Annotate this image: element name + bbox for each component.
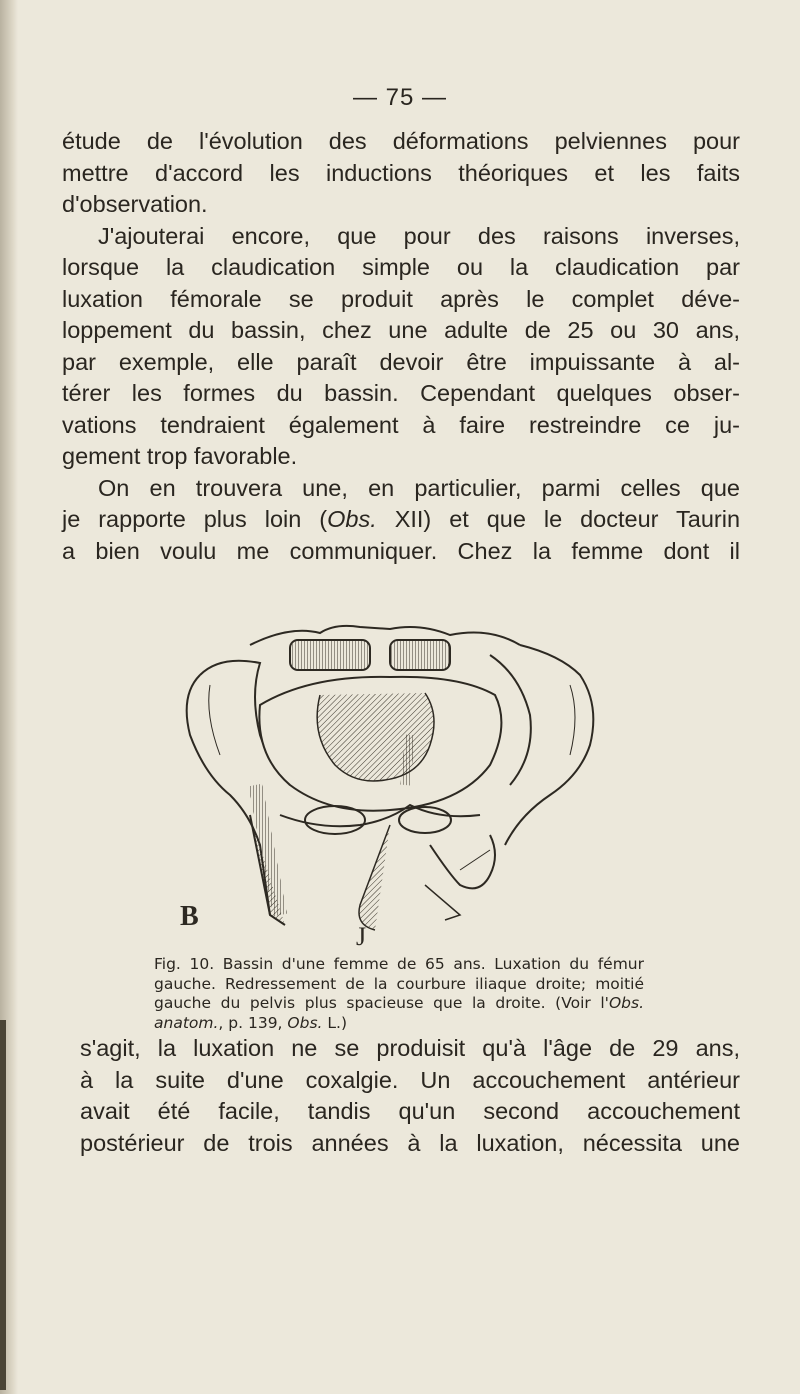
text-line: On en trouvera une, en particulier, parmi celles que <box>98 474 740 501</box>
text-line: étude de l'évolution des déformations pelviennes pour <box>62 128 740 154</box>
text-line: je rapporte plus loin (Obs. XII) et que le docteur Taurin <box>62 506 741 532</box>
caption-text-2: , p. 139, <box>218 1013 288 1032</box>
text-line: s'agit, la luxation ne se produisit qu'à l'âge de 29 ans, <box>80 1035 740 1061</box>
caption-text-1: Bassin d'une femme de 65 ans. Luxation du fémur gauche. Redressement de la courbure iliaque droite; moitié gauche du pelvis plus spacieuse que la droite. (Voir l' <box>154 955 644 1012</box>
page-number: — 75 — <box>352 84 448 111</box>
text-line: vations tendraient également à faire restreindre ce ju- <box>62 411 740 438</box>
text-line: mettre d'accord les inductions théoriques et les faits <box>62 159 740 186</box>
caption-text-3: L.) <box>322 1013 348 1032</box>
text-line: luxation fémorale se produit après le complet déve- <box>62 285 740 312</box>
figure-caption <box>154 955 644 1033</box>
caption-fig-number: Fig. 10. <box>154 955 215 973</box>
page-binding-edge <box>0 1020 6 1390</box>
text-line: à la suite d'une coxalgie. Un accouchement antérieur <box>80 1066 740 1093</box>
text-line: gement trop favorable. <box>62 443 298 469</box>
text-line: a bien voulu me communiquer. Chez la femme dont il <box>62 537 740 564</box>
text-line: avait été facile, tandis qu'un second accouchement <box>80 1098 740 1124</box>
caption-obs: Obs. <box>287 1013 323 1032</box>
text-line: postérieur de trois années à la luxation, nécessita une <box>80 1129 740 1156</box>
text-line: térer les formes du bassin. Cependant quelques obser- <box>62 380 740 406</box>
text-line: par exemple, elle paraît devoir être impuissante à al- <box>62 348 740 375</box>
text-line: lorsque la claudication simple ou la claudication par <box>62 254 740 280</box>
pelvis-illustration <box>160 615 630 950</box>
text-line: d'observation. <box>62 191 208 217</box>
figure-label-b: B <box>180 901 199 932</box>
body-text-top <box>62 126 740 567</box>
text-line: J'ajouterai encore, que pour des raisons inverses, <box>98 222 740 249</box>
pelvis-figure <box>160 615 630 950</box>
figure-label-j: J <box>356 922 367 950</box>
body-text-bottom <box>80 1033 740 1159</box>
text-line: loppement du bassin, chez une adulte de 25 ou 30 ans, <box>62 317 740 343</box>
caption-obs-anatom: Obs. anatom. <box>154 994 644 1032</box>
